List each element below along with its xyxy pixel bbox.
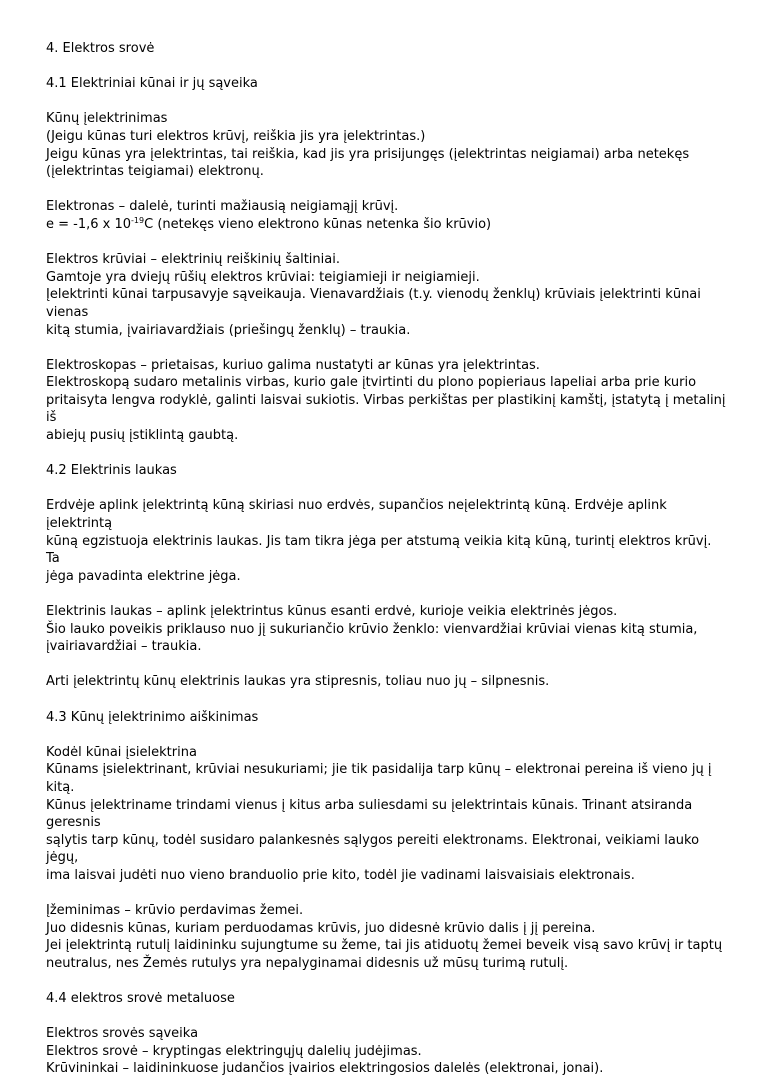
text-line: Įelektrinti kūnai tarpusavyje sąveikauja. Vienavardžiais (t.y. vienodų ženklų) krūviais įelektrinti kūnai vienas <box>46 287 701 320</box>
section-title-4-1: 4.1 Elektriniai kūnai ir jų sąveika <box>46 76 258 92</box>
paragraph-elektros-kruviai <box>46 251 728 339</box>
paragraph-arti <box>46 673 728 691</box>
paragraph-elektroskopas <box>46 357 728 445</box>
formula-exponent: -19 <box>131 215 145 225</box>
text-line: jėga pavadinta elektrine jėga. <box>46 568 241 584</box>
formula-base: e = -1,6 x 10 <box>46 216 132 232</box>
section-title-4: 4. Elektros srovė <box>46 41 155 56</box>
text-line: Elektronas – dalelė, turinti mažiausią neigiamąjį krūvį. <box>46 199 399 215</box>
paragraph-kodel-kunai <box>46 744 728 885</box>
text-line: Elektrinis laukas – aplink įelektrintus kūnus esanti erdvė, kurioje veikia elektrinės jėgos. <box>46 604 618 619</box>
text-line: ima laisvai judėti nuo vieno branduolio prie kito, todėl jie vadinami laisvaisiais elektronais. <box>46 867 635 883</box>
text-line: Kūnams įsielektrinant, krūviai nesukuriami; jie tik pasidalija tarp kūnų – elektronai pereina iš vieno jų į kitą. <box>46 762 712 795</box>
formula-tail: C (netekęs vieno elektrono kūnas netenka šio krūvio) <box>144 216 492 232</box>
text-line: kitą stumia, įvairiavardžiais (priešingų ženklų) – traukia. <box>46 322 411 338</box>
paragraph-heading: Kūnų įelektrinimas <box>46 111 168 127</box>
text-line: Gamtoje yra dviejų rūšių elektros krūviai: teigiamieji ir neigiamieji. <box>46 269 480 285</box>
paragraph-heading: Elektros srovės sąveika <box>46 1026 199 1042</box>
text-line: Krūvininkai – laidininkuose judančios įvairios elektringosios dalelės (elektronai, jonai). <box>46 1061 604 1077</box>
electron-charge-formula <box>46 216 728 234</box>
section-title-4-2: 4.2 Elektrinis laukas <box>46 463 177 479</box>
text-line: pritaisyta lengva rodyklė, galinti laisvai sukiotis. Virbas perkištas per plastikinį kamštį, įstatytą į metalinį iš <box>46 392 726 426</box>
paragraph-heading: Kodėl kūnai įsielektrina <box>46 744 197 760</box>
paragraph-elektronas <box>46 198 728 233</box>
paragraph-kunu-ielektrinimas <box>46 110 728 180</box>
text-line: sąlytis tarp kūnų, todėl susidaro palankesnės sąlygos pereiti elektronams. Elektronai, veikiami lauko jėgų, <box>46 832 700 866</box>
text-line: Arti įelektrintų kūnų elektrinis laukas yra stipresnis, toliau nuo jų – silpnesnis. <box>46 674 550 690</box>
text-line: abiejų pusių įstiklintą gaubtą. <box>46 428 239 444</box>
paragraph-elektrinis-laukas <box>46 603 728 656</box>
text-line: Jei įelektrintą rutulį laidininku sujungtume su žeme, tai jis atiduotų žemei beveik visą savo krūvį ir taptų <box>46 938 723 954</box>
text-line: neutralus, nes Žemės rutulys yra nepalyginamai didesnis už mūsų turimą rutulį. <box>46 955 569 971</box>
text-line: Elektros srovė – kryptingas elektringųjų dalelių judėjimas. <box>46 1043 422 1059</box>
text-line: (Jeigu kūnas turi elektros krūvį, reiškia jis yra įelektrintas.) <box>46 128 426 144</box>
text-line: (įelektrintas teigiamai) elektronų. <box>46 164 264 180</box>
text-line: Juo didesnis kūnas, kuriam perduodamas krūvis, juo didesnė krūvio dalis į jį pereina. <box>46 920 596 936</box>
text-line: Šio lauko poveikis priklauso nuo jį sukuriančio krūvio ženklo: vienvardžiai krūviai vienas kitą stumia, <box>46 621 698 637</box>
text-line: Elektroskopas – prietaisas, kuriuo galima nustatyti ar kūnas yra įelektrintas. <box>46 357 540 373</box>
text-line: kūną egzistuoja elektrinis laukas. Jis tam tikra jėga per atstumą veikia kitą kūną, turintį elektros krūvį. Ta <box>46 533 712 567</box>
text-line: Jeigu kūnas yra įelektrintas, tai reiškia, kad jis yra prisijungęs (įelektrintas neigiamai) arba netekęs <box>46 146 690 162</box>
text-line: Elektros krūviai – elektrinių reiškinių šaltiniai. <box>46 252 340 268</box>
section-title-4-3: 4.3 Kūnų įelektrinimo aiškinimas <box>46 709 259 725</box>
text-line: Įžeminimas – krūvio perdavimas žemei. <box>46 903 304 919</box>
text-line: Elektroskopą sudaro metalinis virbas, kurio gale įtvirtinti du plono popieriaus lapeliai arba prie kurio <box>46 375 697 391</box>
paragraph-erdveje <box>46 497 728 585</box>
text-line: Kūnus įelektriname trindami vienus į kitus arba suliesdami su įelektrintais kūnais. Trinant atsiranda geresnis <box>46 797 693 831</box>
paragraph-elektros-srove <box>46 1025 728 1078</box>
text-line: įvairiavardžiai – traukia. <box>46 639 202 655</box>
paragraph-izeminimas <box>46 902 728 972</box>
text-line: Erdvėje aplink įelektrintą kūną skiriasi nuo erdvės, supančios neįelektrintą kūną. Erdvėje aplink įelektrintą <box>46 498 667 532</box>
section-title-4-4: 4.4 elektros srovė metaluose <box>46 991 235 1007</box>
